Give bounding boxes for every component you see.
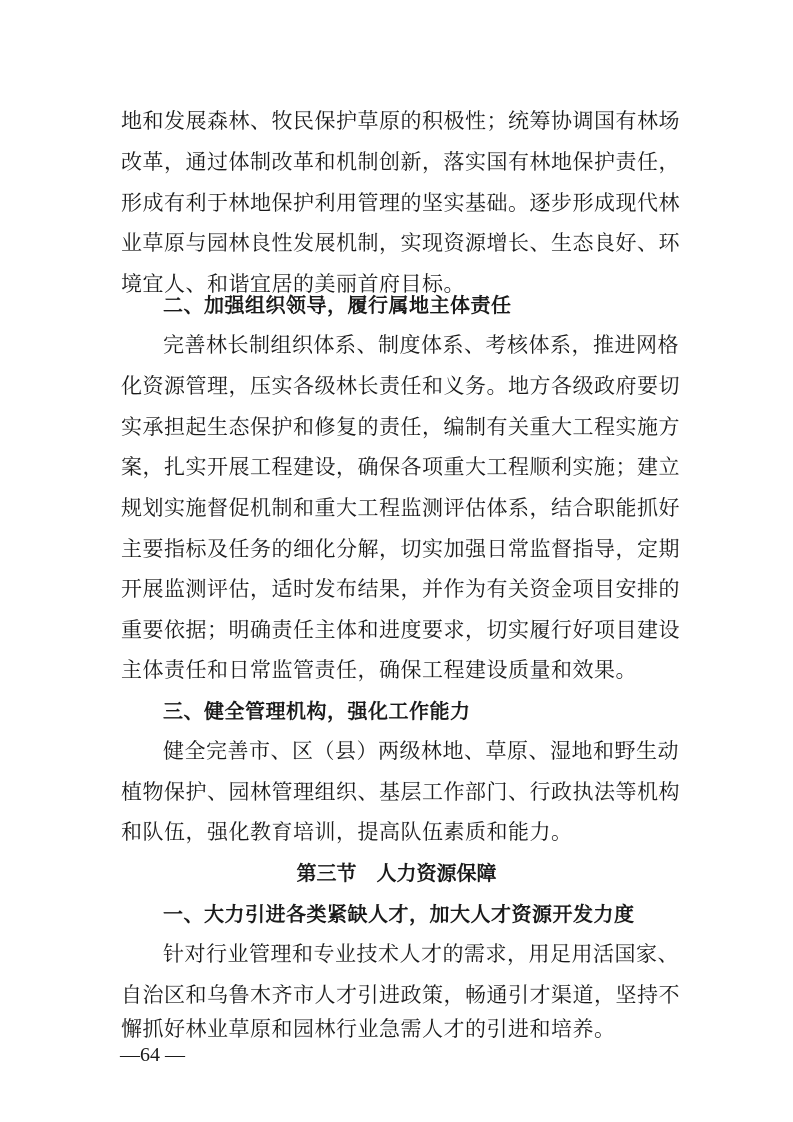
paragraph-line: 规划实施督促机制和重大工程监测评估体系，结合职能抓好 — [121, 496, 680, 520]
paragraph-line: 实承担起生态保护和修复的责任，编制有关重大工程实施方 — [121, 415, 680, 439]
section-heading: 一、大力引进各类紧缺人才，加大人才资源开发力度 — [163, 902, 635, 926]
paragraph-line: 改革，通过体制改革和机制创新，落实国有林地保护责任， — [121, 150, 680, 174]
paragraph-line: 植物保护、园林管理组织、基层工作部门、行政执法等机构 — [121, 780, 680, 804]
paragraph-line: 和队伍，强化教育培训，提高队伍素质和能力。 — [121, 820, 573, 844]
paragraph-line: 境宜人、和谐宜居的美丽首府目标。 — [121, 272, 465, 296]
section-heading: 三、健全管理机构，强化工作能力 — [163, 699, 471, 723]
page-number: —64 — — [120, 1044, 185, 1066]
paragraph-line: 懈抓好林业草原和园林行业急需人才的引进和培养。 — [121, 1017, 616, 1041]
section-heading: 二、加强组织领导，履行属地主体责任 — [163, 293, 512, 317]
paragraph-line: 开展监测评估，适时发布结果，并作为有关资金项目安排的 — [121, 577, 680, 601]
paragraph-line: 主体责任和日常监管责任，确保工程建设质量和效果。 — [121, 658, 637, 682]
paragraph-line: 重要依据；明确责任主体和进度要求，切实履行好项目建设 — [121, 618, 680, 642]
paragraph-line: 健全完善市、区（县）两级林地、草原、湿地和野生动 — [163, 739, 679, 763]
paragraph-line: 业草原与园林良性发展机制，实现资源增长、生态良好、环 — [121, 231, 680, 255]
paragraph-line: 形成有利于林地保护利用管理的坚实基础。逐步形成现代林 — [121, 191, 680, 215]
paragraph-line: 化资源管理，压实各级林长责任和义务。地方各级政府要切 — [121, 374, 680, 398]
paragraph-line: 地和发展森林、牧民保护草原的积极性；统筹协调国有林场 — [121, 109, 680, 133]
paragraph-line: 针对行业管理和专业技术人才的需求，用足用活国家、 — [163, 942, 679, 966]
paragraph-line: 主要指标及任务的细化分解，切实加强日常监督指导，定期 — [121, 537, 680, 561]
paragraph-line: 案，扎实开展工程建设，确保各项重大工程顺利实施；建立 — [121, 455, 680, 479]
paragraph-line: 完善林长制组织体系、制度体系、考核体系，推进网格 — [163, 333, 679, 357]
paragraph-line: 自治区和乌鲁木齐市人才引进政策，畅通引才渠道，坚持不 — [121, 983, 680, 1007]
section-title: 第三节 人力资源保障 — [296, 861, 497, 885]
